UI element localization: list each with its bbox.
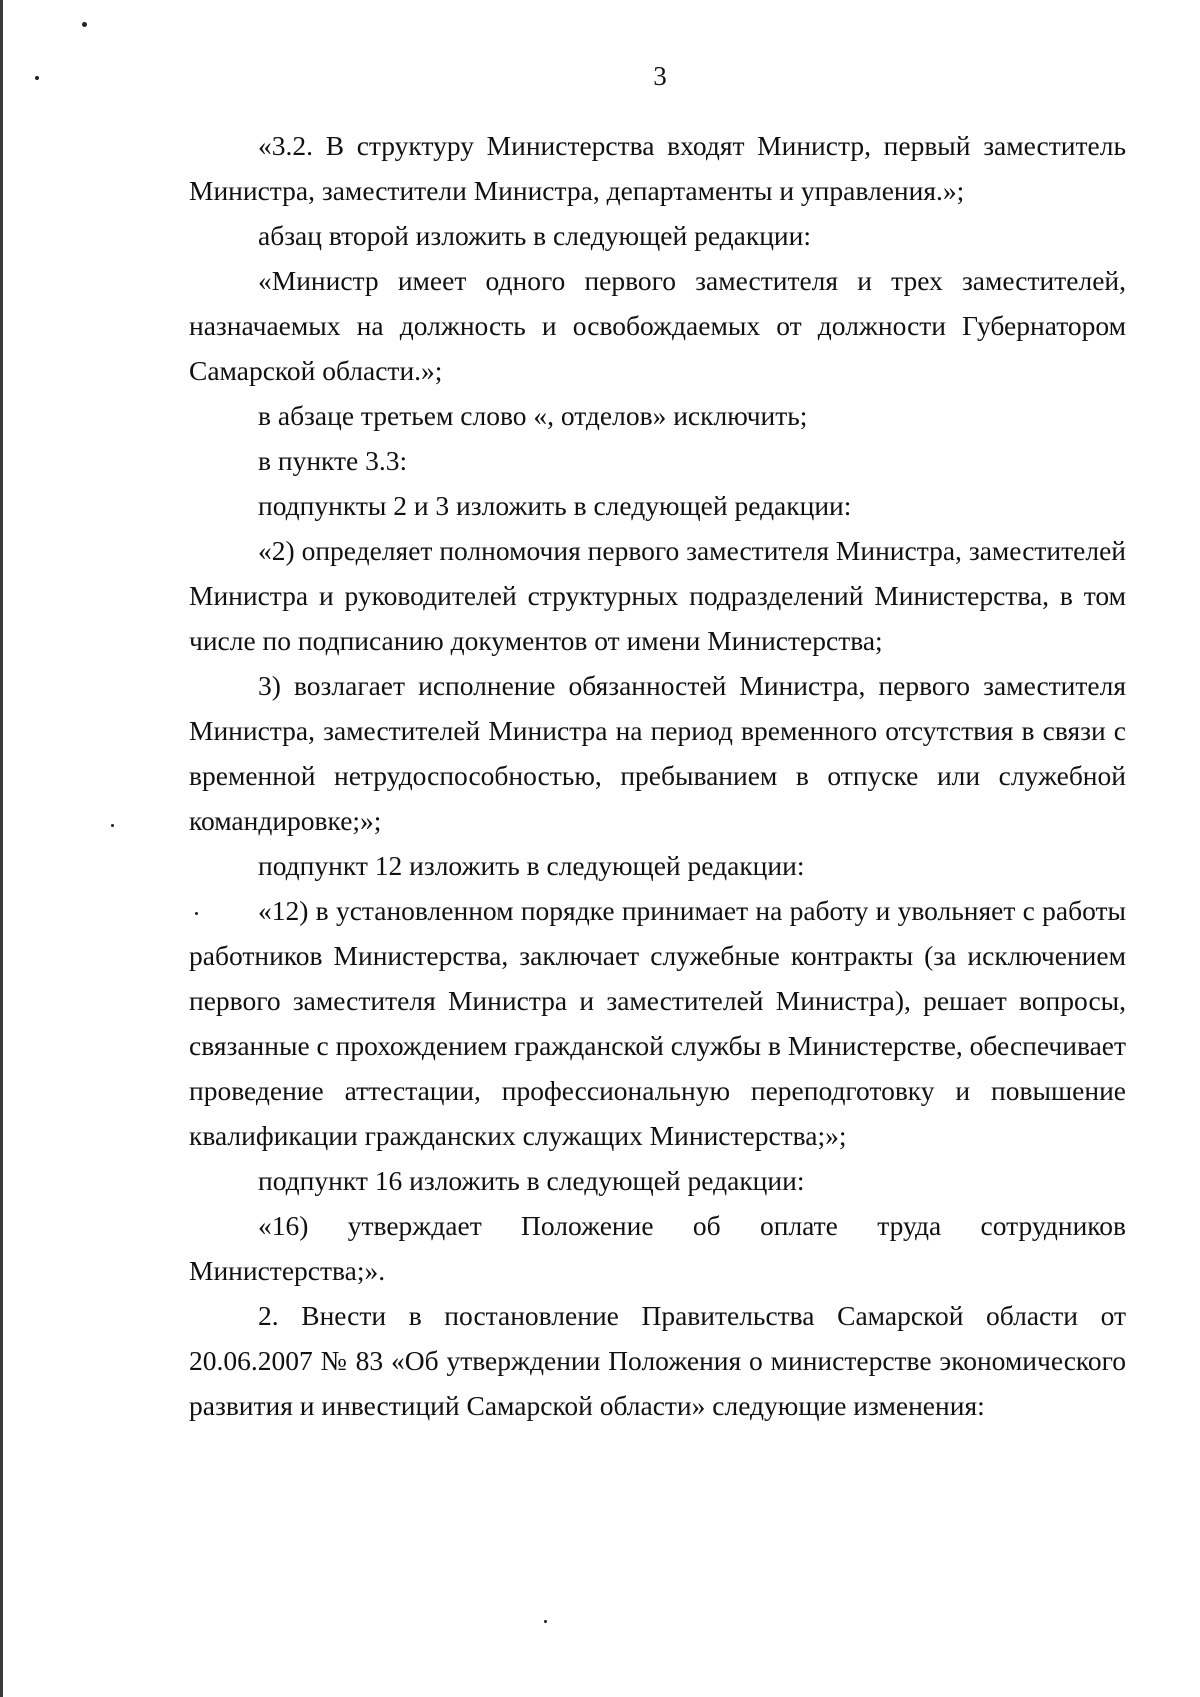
paragraph: в абзаце третьем слово «, отделов» исключить; [258,400,808,431]
paragraph: абзац второй изложить в следующей редакции: [258,220,812,251]
scan-speck [82,22,87,27]
paragraph: подпункт 12 изложить в следующей редакции: [258,850,805,881]
paragraph: 2. Внести в постановление Правительства Самарской области от 20.06.2007 № 83 «Об утверждении Положения о министерстве экономического развития и инвестиций Самарской области» следующие изменения: [189,1300,1126,1421]
scan-page-edge [0,0,3,1697]
paragraph: подпункты 2 и 3 изложить в следующей редакции: [258,490,852,521]
scan-speck [111,824,114,827]
paragraph: подпункт 16 изложить в следующей редакции: [258,1165,805,1196]
paragraph: 3) возлагает исполнение обязанностей Министра, первого заместителя Министра, заместителей Министра на период временного отсутствия в связи с временной нетрудоспособностью, пребыванием в отпуске или служебной командировке;»; [189,670,1126,836]
page-number: 3 [653,61,667,91]
document-body [189,123,1126,1428]
paragraph: в пункте 3.3: [258,445,408,476]
paragraph: «16) утверждает Положение об оплате труда сотрудников Министерства;». [189,1210,1126,1286]
scan-speck [544,1620,547,1623]
paragraph: «3.2. В структуру Министерства входят Министр, первый заместитель Министра, заместители Министра, департаменты и управления.»; [189,130,1126,206]
paragraph: «Министр имеет одного первого заместителя и трех заместителей, назначаемых на должность и освобождаемых от должности Губернатором Самарской области.»; [189,265,1126,386]
paragraph: «2) определяет полномочия первого заместителя Министра, заместителей Министра и руководителей структурных подразделений Министерства, в том числе по подписанию документов от имени Министерства; [189,535,1126,656]
paragraph: «12) в установленном порядке принимает на работу и увольняет с работы работников Министерства, заключает служебные контракты (за исключением первого заместителя Министра и заместителей Министра), решает вопросы, связанные с прохождением гражданской службы в Министерстве, обеспечивает проведение аттестации, профессиональную переподготовку и повышение квалификации гражданских служащих Министерства;»; [189,895,1126,1151]
